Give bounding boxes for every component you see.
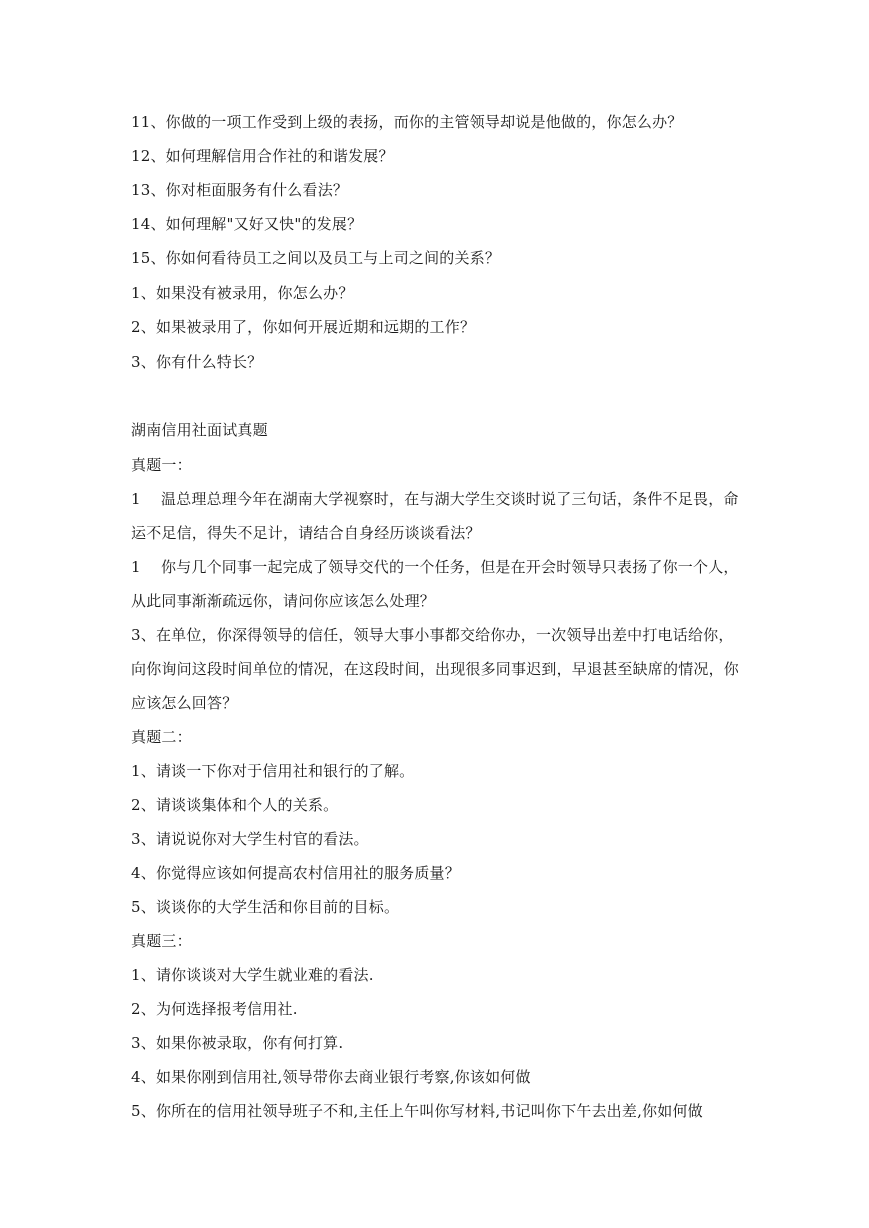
zhenti-heading: 真题一： xyxy=(131,456,192,474)
question-item: 13、你对柜面服务有什么看法？ xyxy=(131,181,349,199)
question-item: 5、你所在的信用社领导班子不和,主任上午叫你写材料,书记叫你下午去出差,你如何做 xyxy=(131,1102,703,1120)
question-number: 1 xyxy=(131,558,141,576)
question-item: 1、如果没有被录用，你怎么办？ xyxy=(131,284,354,302)
question-item: 2、如果被录用了，你如何开展近期和远期的工作？ xyxy=(131,318,476,336)
question-item: 3、你有什么特长？ xyxy=(131,353,263,371)
question-item: 14、如何理解"又好又快"的发展？ xyxy=(131,215,363,233)
question-item: 12、如何理解信用合作社的和谐发展？ xyxy=(131,147,394,165)
question-text: 你与几个同事一起完成了领导交代的一个任务，但是在开会时领导只表扬了你一个人， xyxy=(161,558,739,576)
question-item: 3、请说说你对大学生村官的看法。 xyxy=(131,830,369,848)
question-line: 应该怎么回答？ xyxy=(131,694,238,712)
zhenti-heading: 真题三： xyxy=(131,932,192,950)
question-item: 4、你觉得应该如何提高农村信用社的服务质量？ xyxy=(131,864,460,882)
question-item: 1、请谈一下你对于信用社和银行的了解。 xyxy=(131,762,415,780)
question-item: 2、请谈谈集体和个人的关系。 xyxy=(131,796,339,814)
question-line xyxy=(131,557,751,577)
question-text: 温总理总理今年在湖南大学视察时，在与湖大学生交谈时说了三句话，条件不足畏，命 xyxy=(161,490,739,508)
question-item: 15、你如何看待员工之间以及员工与上司之间的关系？ xyxy=(131,249,501,267)
question-item: 3、如果你被录取，你有何打算. xyxy=(131,1034,344,1052)
question-number: 1 xyxy=(131,490,141,508)
question-item: 11、你做的一项工作受到上级的表扬，而你的主管领导却说是他做的，你怎么办？ xyxy=(131,113,683,131)
question-line: 运不足信，得失不足计，请结合自身经历谈谈看法？ xyxy=(131,524,481,542)
section-title: 湖南信用社面试真题 xyxy=(131,421,268,439)
question-line: 从此同事渐渐疏远你，请问你应该怎么处理？ xyxy=(131,592,436,610)
question-item: 1、请你谈谈对大学生就业难的看法. xyxy=(131,966,374,984)
question-item: 5、谈谈你的大学生活和你目前的目标。 xyxy=(131,898,400,916)
zhenti-heading: 真题二： xyxy=(131,728,192,746)
question-item: 4、如果你刚到信用社,领导带你去商业银行考察,你该如何做 xyxy=(131,1068,531,1086)
question-line: 向你询问这段时间单位的情况，在这段时间，出现很多同事迟到，早退甚至缺席的情况，你 xyxy=(131,660,740,678)
question-line: 3、在单位，你深得领导的信任，领导大事小事都交给你办，一次领导出差中打电话给你， xyxy=(131,626,734,644)
question-item: 2、为何选择报考信用社. xyxy=(131,1000,298,1018)
question-line xyxy=(131,489,751,509)
